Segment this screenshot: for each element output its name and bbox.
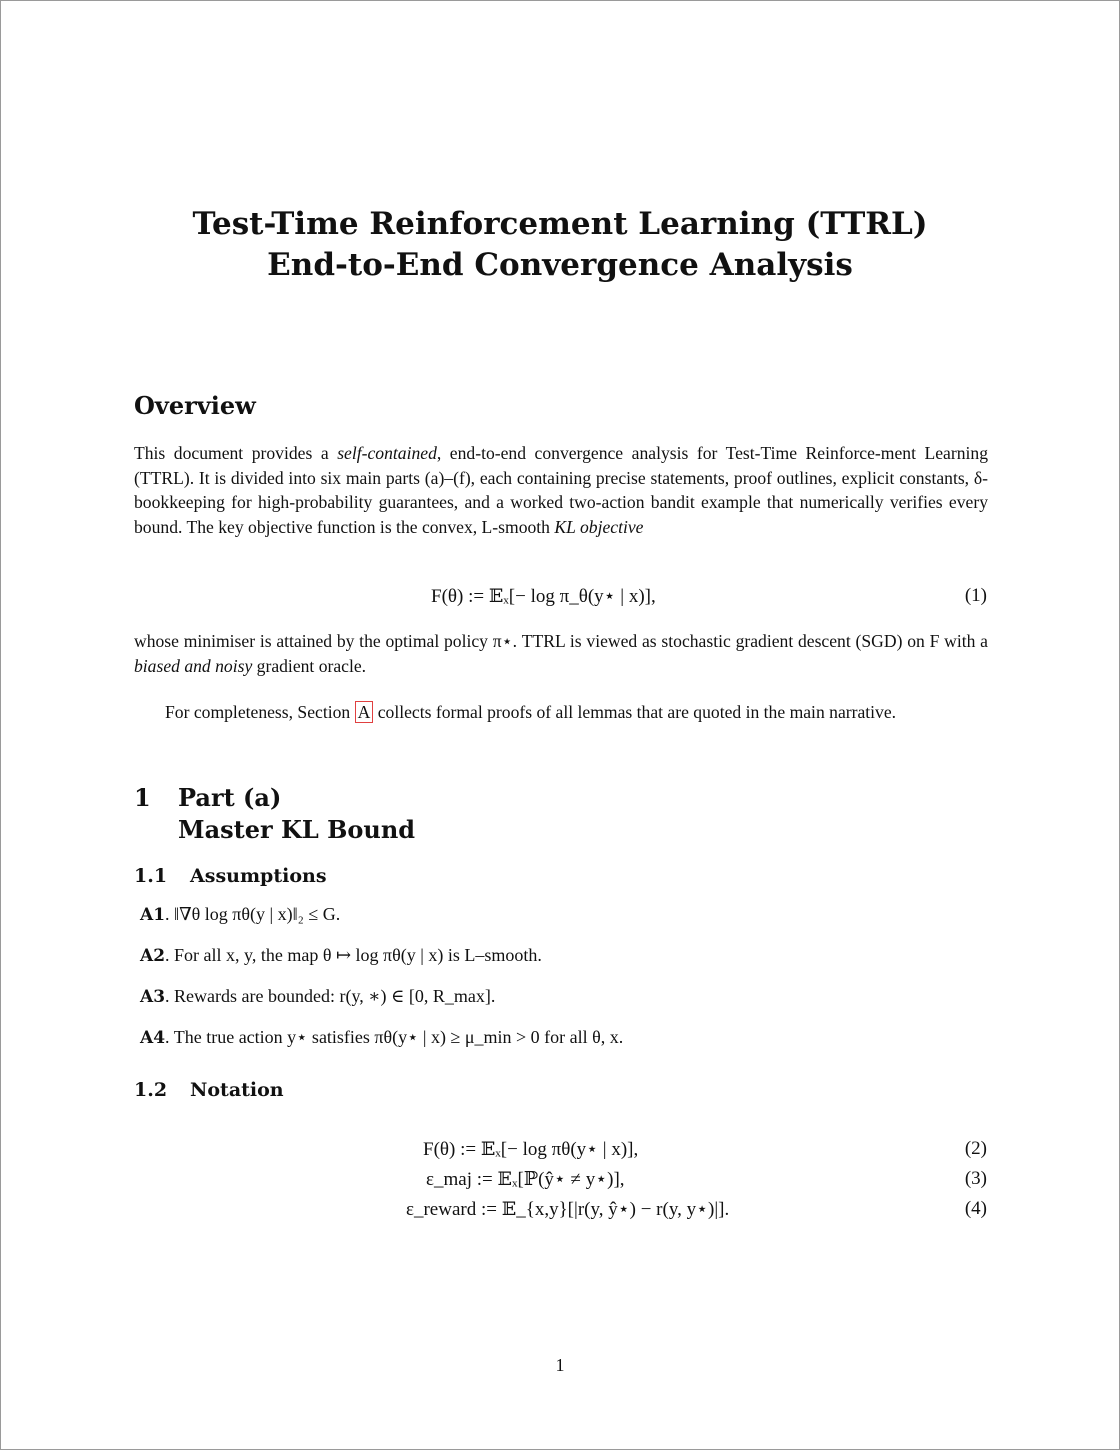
section-1-title-line1: Part (a) <box>178 783 282 812</box>
subsection-1-2-title: Notation <box>190 1079 284 1101</box>
subsection-1-2-number: 1.2 <box>134 1079 168 1101</box>
page-number: 1 <box>555 1355 565 1375</box>
equation-4: ε_reward := 𝔼_{x,y}[|r(y, ŷ⋆) − r(y, y⋆)|]. <box>406 1199 730 1220</box>
equation-4-number: (4) <box>964 1198 987 1219</box>
subsection-1-1-title: Assumptions <box>190 865 327 887</box>
paper-title-line1: Test-Time Reinforcement Learning (TTRL) <box>192 206 928 242</box>
overview-paragraph-3: For completeness, Section A collects formal proofs of all lemmas that are quoted in the main narrative. <box>165 702 897 722</box>
section-1-number: 1 <box>134 783 151 812</box>
equation-2: F(θ) := 𝔼ₓ[− log πθ(y⋆ | x)], <box>423 1139 639 1160</box>
assumption-a4: A4. The true action y⋆ satisfies πθ(y⋆ | x) ≥ μ_min > 0 for all θ, x. <box>140 1027 624 1048</box>
equation-3: ε_maj := 𝔼ₓ[ℙ(ŷ⋆ ≠ y⋆)], <box>426 1169 625 1190</box>
equation-2-number: (2) <box>964 1138 987 1159</box>
section-a-link[interactable]: A <box>355 701 374 723</box>
equation-1: F(θ) := 𝔼ₓ[− log π_θ(y⋆ | x)], <box>431 586 656 607</box>
overview-paragraph-2: whose minimiser is attained by the optimal policy π⋆. TTRL is viewed as stochastic gradient descent (SGD) on F with a biased and noisy gradient oracle. <box>134 631 988 676</box>
section-1-title-line2: Master KL Bound <box>178 815 416 844</box>
assumption-a1: A1. ‖∇θ log πθ(y | x)‖₂ ≤ G. <box>140 904 341 925</box>
overview-paragraph-1: This document provides a self-contained, end-to-end convergence analysis for Test-Time Reinforce-ment Learning (TTRL). It is divided into six main parts (a)–(f), each containing precise statements, proof outlines, explicit constants, δ-bookkeeping for high-probability guarantees, and a worked two-action bandit example that numerically verifies every bound. The key objective function is the convex, L-smooth KL objective <box>134 443 988 538</box>
subsection-1-1-number: 1.1 <box>134 865 168 887</box>
equation-3-number: (3) <box>964 1168 987 1189</box>
overview-heading: Overview <box>134 391 256 420</box>
equation-1-number: (1) <box>964 585 987 606</box>
assumption-a2: A2. For all x, y, the map θ ↦ log πθ(y | x) is L–smooth. <box>140 945 542 966</box>
paper-title-line2: End-to-End Convergence Analysis <box>267 247 853 283</box>
assumption-a3: A3. Rewards are bounded: r(y, ∗) ∈ [0, R_max]. <box>140 986 496 1007</box>
